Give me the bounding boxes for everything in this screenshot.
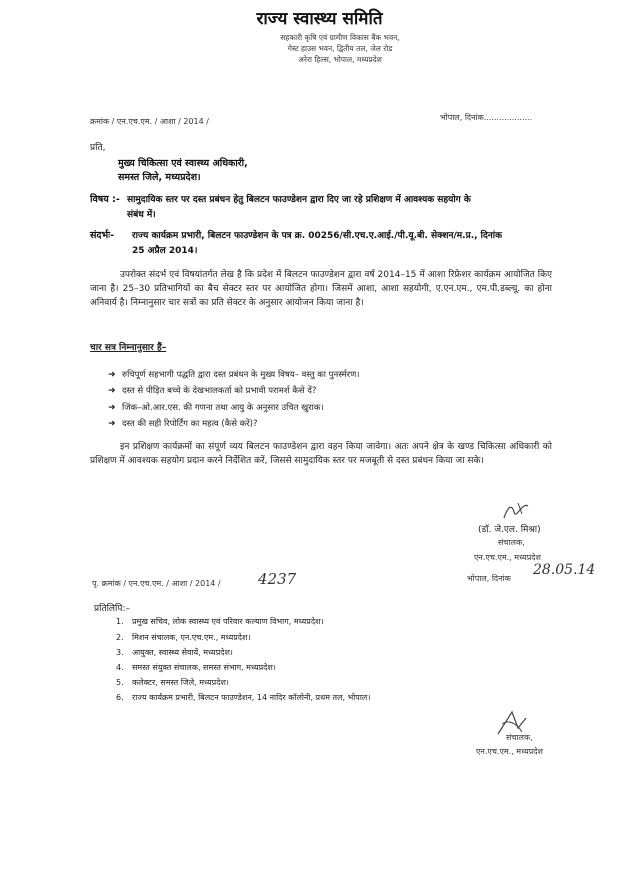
arrow-bullet-icon: ➜ xyxy=(108,403,116,413)
session-item: ➜ रुचिपूर्ण सहभागी पद्धति द्वारा दस्त प्रबंधन के मुख्य विषय– वस्तु का पुनर्स्मरण। xyxy=(108,370,360,380)
arrow-bullet-icon: ➜ xyxy=(108,370,116,380)
signatory-office: एन.एच.एम., मध्यप्रदेश xyxy=(474,553,541,562)
letter-place-date: भोपाल, दिनांक................... xyxy=(440,113,533,122)
session-item: ➜ जिंक–ओ.आर.एस. की गणना तथा आयु के अनुसार उचित खुराक। xyxy=(108,403,324,413)
endorsement-number: पृ. क्रमांक / एन.एच.एम. / आशा / 2014 / xyxy=(92,579,221,588)
signatory-name: (डॉ. जे.एल. मिश्रा) xyxy=(478,525,541,535)
letter-number: क्रमांक / एन.एच.एम. / आशा / 2014 / xyxy=(90,117,209,126)
handwritten-dispatch-number: 4237 xyxy=(258,570,297,588)
copy-signatory-designation: संचालक, xyxy=(506,733,533,742)
addressee-line-2: समस्त जिले, मध्यप्रदेश। xyxy=(118,172,201,183)
signatory-designation: संचालक, xyxy=(498,538,525,547)
addressee-line-1: मुख्य चिकित्सा एवं स्वास्थ्य अधिकारी, xyxy=(118,158,248,169)
subject-line-2: संबंध में। xyxy=(127,210,156,220)
copy-item: 1. प्रमुख सचिव, लोक स्वास्थ्य एवं परिवार कल्याण विभाग, मध्यप्रदेश। xyxy=(116,617,324,626)
address-line-1: सहकारी कृषि एवं ग्रामीण विकास बैंक भवन, xyxy=(280,33,400,42)
signature-scribble-icon xyxy=(500,500,534,522)
reference-line-2: 25 अप्रैल 2014। xyxy=(132,246,198,256)
copy-item: 5. कलेक्टर, समस्त जिले, मध्यप्रदेश। xyxy=(116,678,229,687)
body-paragraph-1: उपरोक्त संदर्भ एवं विषयांतर्गत लेख है कि प्रदेश में बिलटन फाउण्डेशन द्वारा वर्ष 2014–15 में आशा रिफ्रेशर कार्यक्रम आयोजित किए जाना है। 25–30 प्रतिभागियों का बैच सेक्टर स्तर पर आयोजित होगा। जिसमें आशा, आशा सहयोगी, ए.एन.एम., एम.पी.डब्ल्यू. का होना अनिवार्य है। निम्नानुसार चार सत्रों का प्रति सेक्टर के अनुसार आयोजन किया जाना है। xyxy=(90,270,552,308)
organization-title: राज्य स्वास्थ्य समिति xyxy=(256,9,383,29)
address-line-2: गेस्ट हाउस भवन, द्वितीय तल, जेल रोड xyxy=(287,44,393,53)
arrow-bullet-icon: ➜ xyxy=(108,419,116,429)
session-item: ➜ दस्त से पीड़ित बच्चे के देखभालकर्ता को प्रभावी परामर्श कैसे दें? xyxy=(108,386,317,396)
copy-item: 4. समस्त संयुक्त संचालक, समस्त संभाग, मध्यप्रदेश। xyxy=(116,663,276,672)
sessions-heading: चार सत्र निम्नानुसार हैं– xyxy=(90,343,167,353)
copy-item: 3. आयुक्त, स्वास्थ्य सेवायें, मध्यप्रदेश। xyxy=(116,648,233,657)
subject-line-1: सामुदायिक स्तर पर दस्त प्रबंधन हेतु बिलटन फाउण्डेशन द्वारा दिए जा रहे प्रशिक्षण में आवश्यक सहयोग के xyxy=(127,195,471,205)
endorsement-date-label: भोपाल, दिनांक xyxy=(467,574,511,583)
copy-item: 2. मिशन संचालक, एन.एच.एम., मध्यप्रदेश। xyxy=(116,633,251,642)
body-paragraph-2: इन प्रशिक्षण कार्यक्रमों का संपूर्ण व्यय बिलटन फाउण्डेशन द्वारा वहन किया जावेगा। अतः अपने क्षेत्र के खण्ड चिकित्सा अधिकारी को प्रशिक्षण में आवश्यक सहयोग प्रदान करने निर्देशित करें, जिससे सामुदायिक स्तर पर मजबूती से दस्त प्रबंधन किया जा सके। xyxy=(90,442,552,466)
handwritten-date: 28.05.14 xyxy=(533,562,596,578)
subject-label: विषय :- xyxy=(90,194,120,205)
to-label: प्रति, xyxy=(90,143,106,153)
reference-label: संदर्भः- xyxy=(90,230,115,241)
arrow-bullet-icon: ➜ xyxy=(108,386,116,396)
copy-signatory-office: एन.एच.एम., मध्यप्रदेश xyxy=(476,747,543,756)
address-line-3: अरेरा हिल्स, भोपाल, मध्यप्रदेश xyxy=(298,55,382,64)
reference-line-1: राज्य कार्यक्रम प्रभारी, बिलटन फाउण्डेशन के पत्र क्र. 00256/सी.एच.ए.आई./पी.यू.बी. सेक्शन/म.प्र., दिनांक xyxy=(132,231,503,241)
copy-item: 6. राज्य कार्यक्रम प्रभारी, बिलटन फाउण्डेशन, 14 नादिर कॉलोनी, प्रथम तल, भोपाल। xyxy=(116,693,371,702)
copies-label: प्रतिलिपि:– xyxy=(94,604,130,614)
session-item: ➜ दस्त की सही रिपोर्टिंग का महत्व (कैसे करें)? xyxy=(108,419,258,429)
